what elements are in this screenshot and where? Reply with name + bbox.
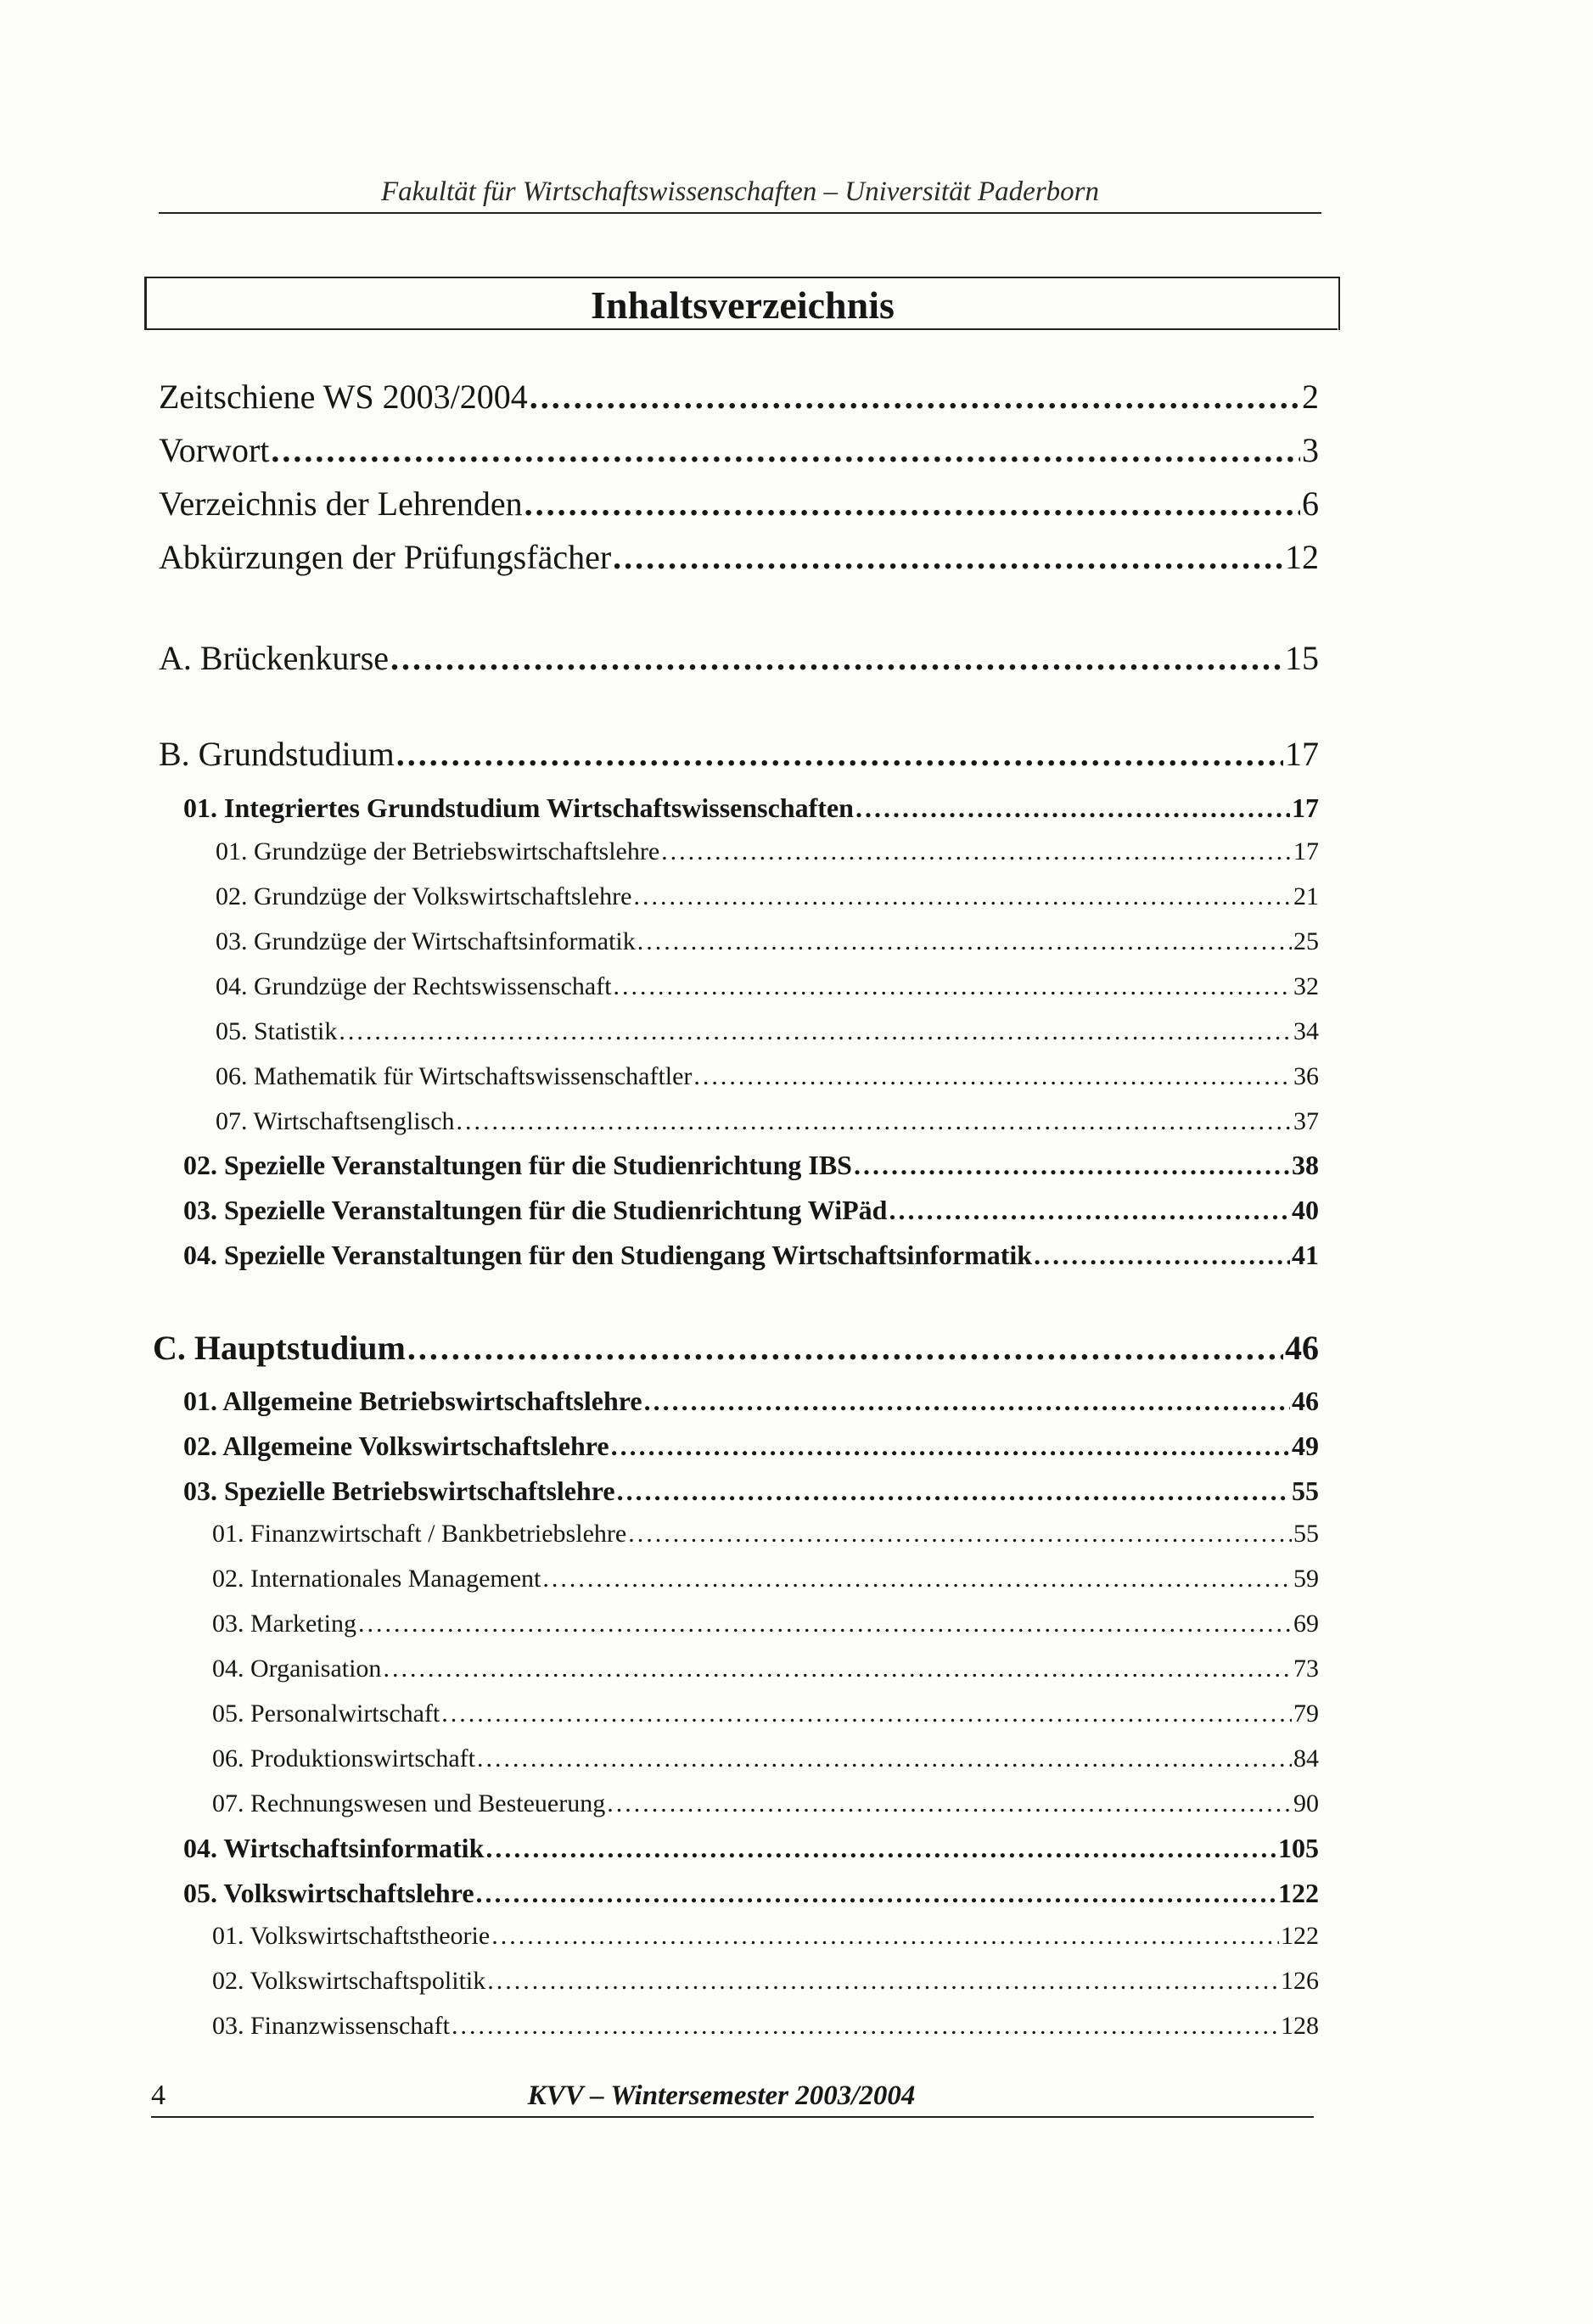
toc-entry-grundstudium-03[interactable] xyxy=(183,1195,1319,1226)
toc-entry-page: 55 xyxy=(1293,1520,1319,1548)
toc-entry-page: 84 xyxy=(1293,1744,1319,1772)
toc-entry-page: 3 xyxy=(1302,431,1319,469)
toc-entry-label: 02. Grundzüge der Volkswirtschaftslehre xyxy=(216,882,632,910)
toc-entry-page: 25 xyxy=(1293,927,1319,955)
toc-entry-page: 17 xyxy=(1285,735,1319,773)
toc-entry-label: Verzeichnis der Lehrenden xyxy=(159,484,523,523)
toc-entry-label: 06. Mathematik für Wirtschaftswissenschaftler xyxy=(216,1062,693,1090)
title-underline xyxy=(144,328,1338,330)
toc-entry-label: Zeitschiene WS 2003/2004 xyxy=(159,378,528,416)
toc-entry-label: Abkürzungen der Prüfungsfächer xyxy=(159,538,612,576)
toc-entry-label: 05. Statistik xyxy=(216,1017,338,1045)
toc-entry-page: 128 xyxy=(1281,2012,1319,2040)
toc-entry-hauptstudium-05-03[interactable] xyxy=(212,2012,1319,2041)
toc-entry-label: 01. Finanzwirtschaft / Bankbetriebslehre xyxy=(212,1520,627,1548)
toc-entry-label: 03. Grundzüge der Wirtschaftsinformatik xyxy=(216,927,636,955)
toc-entry-hauptstudium-05[interactable] xyxy=(183,1878,1319,1909)
toc-entry-hauptstudium-05-02[interactable] xyxy=(212,1967,1319,1996)
toc-entry-grundstudium-01-04[interactable] xyxy=(216,972,1319,1001)
toc-entry-hauptstudium-05-01[interactable] xyxy=(212,1922,1319,1951)
toc-entry-grundstudium-01-07[interactable] xyxy=(216,1107,1319,1136)
toc-entry-page: 122 xyxy=(1278,1878,1319,1908)
toc-entry-label: 04. Spezielle Veranstaltungen für den Studiengang Wirtschaftsinformatik xyxy=(183,1240,1033,1270)
toc-entry-page: 32 xyxy=(1293,972,1319,1000)
toc-entry-page: 41 xyxy=(1292,1240,1319,1270)
toc-entry-label: A. Brückenkurse xyxy=(159,639,390,677)
toc-entry-label: 03. Marketing xyxy=(212,1610,356,1638)
toc-entry-page: 122 xyxy=(1281,1922,1319,1950)
page-title: Inhaltsverzeichnis xyxy=(591,283,895,327)
toc-entry-grundstudium-01-05[interactable] xyxy=(216,1017,1319,1046)
toc-entry-page: 21 xyxy=(1293,882,1319,910)
toc-entry-grundstudium-02[interactable] xyxy=(183,1150,1319,1181)
toc-entry-label: 03. Finanzwissenschaft xyxy=(212,2012,450,2040)
toc-entry-label: 05. Personalwirtschaft xyxy=(212,1700,440,1728)
toc-entry-page: 34 xyxy=(1293,1017,1319,1045)
toc-entry-grundstudium-01-01[interactable] xyxy=(216,837,1319,866)
toc-entry-grundstudium-01-02[interactable] xyxy=(216,882,1319,911)
toc-entry-hauptstudium-01[interactable] xyxy=(183,1386,1319,1417)
toc-entry-page: 38 xyxy=(1292,1150,1319,1180)
toc-entry-label: 02. Internationales Management xyxy=(212,1565,541,1593)
toc-entry-page: 17 xyxy=(1293,837,1319,865)
toc-entry-lehrende[interactable] xyxy=(159,484,1319,524)
toc-entry-label: 07. Rechnungswesen und Besteuerung xyxy=(212,1789,606,1817)
toc-entry-page: 59 xyxy=(1293,1565,1319,1593)
toc-entry-hauptstudium-03-07[interactable] xyxy=(212,1789,1319,1818)
toc-entry-label: B. Grundstudium xyxy=(159,735,395,773)
toc-entry-label: 01. Grundzüge der Betriebswirtschaftslehre xyxy=(216,837,660,865)
toc-entry-hauptstudium-03-02[interactable] xyxy=(212,1565,1319,1593)
toc-entry-label: 01. Integriertes Grundstudium Wirtschaftswissenschaften xyxy=(183,792,854,823)
toc-entry-hauptstudium-03-04[interactable] xyxy=(212,1655,1319,1683)
toc-entry-grundstudium-01[interactable] xyxy=(183,792,1319,824)
toc-entry-page: 37 xyxy=(1293,1107,1319,1135)
toc-entry-vorwort[interactable] xyxy=(159,430,1319,470)
toc-entry-page: 105 xyxy=(1278,1833,1319,1863)
toc-entry-hauptstudium-03[interactable] xyxy=(183,1476,1319,1507)
toc-entry-grundstudium-01-03[interactable] xyxy=(216,927,1319,956)
toc-entry-label: 02. Volkswirtschaftspolitik xyxy=(212,1967,486,1995)
title-box xyxy=(144,277,1340,330)
page-header: Fakultät für Wirtschaftswissenschaften – Universität Paderborn xyxy=(159,175,1321,214)
toc-entry-page: 12 xyxy=(1285,538,1319,576)
toc-entry-label: 02. Spezielle Veranstaltungen für die Studienrichtung IBS xyxy=(183,1150,852,1180)
toc-entry-zeitschiene[interactable] xyxy=(159,377,1319,417)
toc-entry-label: 04. Grundzüge der Rechtswissenschaft xyxy=(216,972,612,1000)
toc-entry-label: 01. Allgemeine Betriebswirtschaftslehre xyxy=(183,1386,642,1416)
toc-entry-hauptstudium-02[interactable] xyxy=(183,1431,1319,1462)
toc-entry-label: Vorwort xyxy=(159,431,270,469)
toc-entry-label: 04. Wirtschaftsinformatik xyxy=(183,1833,485,1863)
toc-entry-hauptstudium-03-01[interactable] xyxy=(212,1520,1319,1548)
toc-entry-page: 15 xyxy=(1285,639,1319,677)
toc-entry-label: 06. Produktionswirtschaft xyxy=(212,1744,475,1772)
toc-entry-label: 07. Wirtschaftsenglisch xyxy=(216,1107,455,1135)
toc-entry-grundstudium-01-06[interactable] xyxy=(216,1062,1319,1091)
toc-entry-label: 05. Volkswirtschaftslehre xyxy=(183,1878,474,1908)
toc-entry-label: 04. Organisation xyxy=(212,1655,382,1683)
toc-entry-page: 46 xyxy=(1292,1386,1319,1416)
toc-entry-label: 01. Volkswirtschaftstheorie xyxy=(212,1922,491,1950)
toc-entry-page: 126 xyxy=(1281,1967,1319,1995)
toc-entry-grundstudium-04[interactable] xyxy=(183,1240,1319,1271)
footer-page-number: 4 xyxy=(151,2080,165,2111)
toc-entry-label: 02. Allgemeine Volkswirtschaftslehre xyxy=(183,1431,609,1461)
toc-entry-page: 79 xyxy=(1293,1700,1319,1728)
toc-entry-hauptstudium-03-05[interactable] xyxy=(212,1700,1319,1728)
footer-rule xyxy=(151,2116,1314,2118)
footer-title: KVV – Wintersemester 2003/2004 xyxy=(527,2080,916,2111)
toc-entry-page: 17 xyxy=(1292,792,1319,823)
toc-entry-page: 46 xyxy=(1285,1329,1319,1367)
toc-entry-page: 40 xyxy=(1292,1195,1319,1225)
toc-entry-page: 36 xyxy=(1293,1062,1319,1090)
toc-entry-hauptstudium-04[interactable] xyxy=(183,1833,1319,1864)
toc-entry-hauptstudium[interactable] xyxy=(153,1328,1319,1368)
toc-entry-page: 49 xyxy=(1292,1431,1319,1461)
toc-entry-brueckenkurse[interactable] xyxy=(159,638,1319,678)
toc-entry-hauptstudium-03-03[interactable] xyxy=(212,1610,1319,1638)
toc-entry-page: 90 xyxy=(1293,1789,1319,1817)
toc-entry-page: 55 xyxy=(1292,1476,1319,1506)
toc-entry-page: 2 xyxy=(1302,378,1319,416)
toc-entry-page: 6 xyxy=(1302,484,1319,523)
toc-entry-label: 03. Spezielle Betriebswirtschaftslehre xyxy=(183,1476,615,1506)
toc-entry-grundstudium[interactable] xyxy=(159,734,1319,774)
toc-entry-abkuerzungen[interactable] xyxy=(159,537,1319,577)
toc-entry-page: 73 xyxy=(1293,1655,1319,1683)
toc-entry-hauptstudium-03-06[interactable] xyxy=(212,1744,1319,1773)
toc-entry-page: 69 xyxy=(1293,1610,1319,1638)
toc-entry-label: 03. Spezielle Veranstaltungen für die Studienrichtung WiPäd xyxy=(183,1195,888,1225)
toc-entry-label: C. Hauptstudium xyxy=(153,1329,406,1367)
